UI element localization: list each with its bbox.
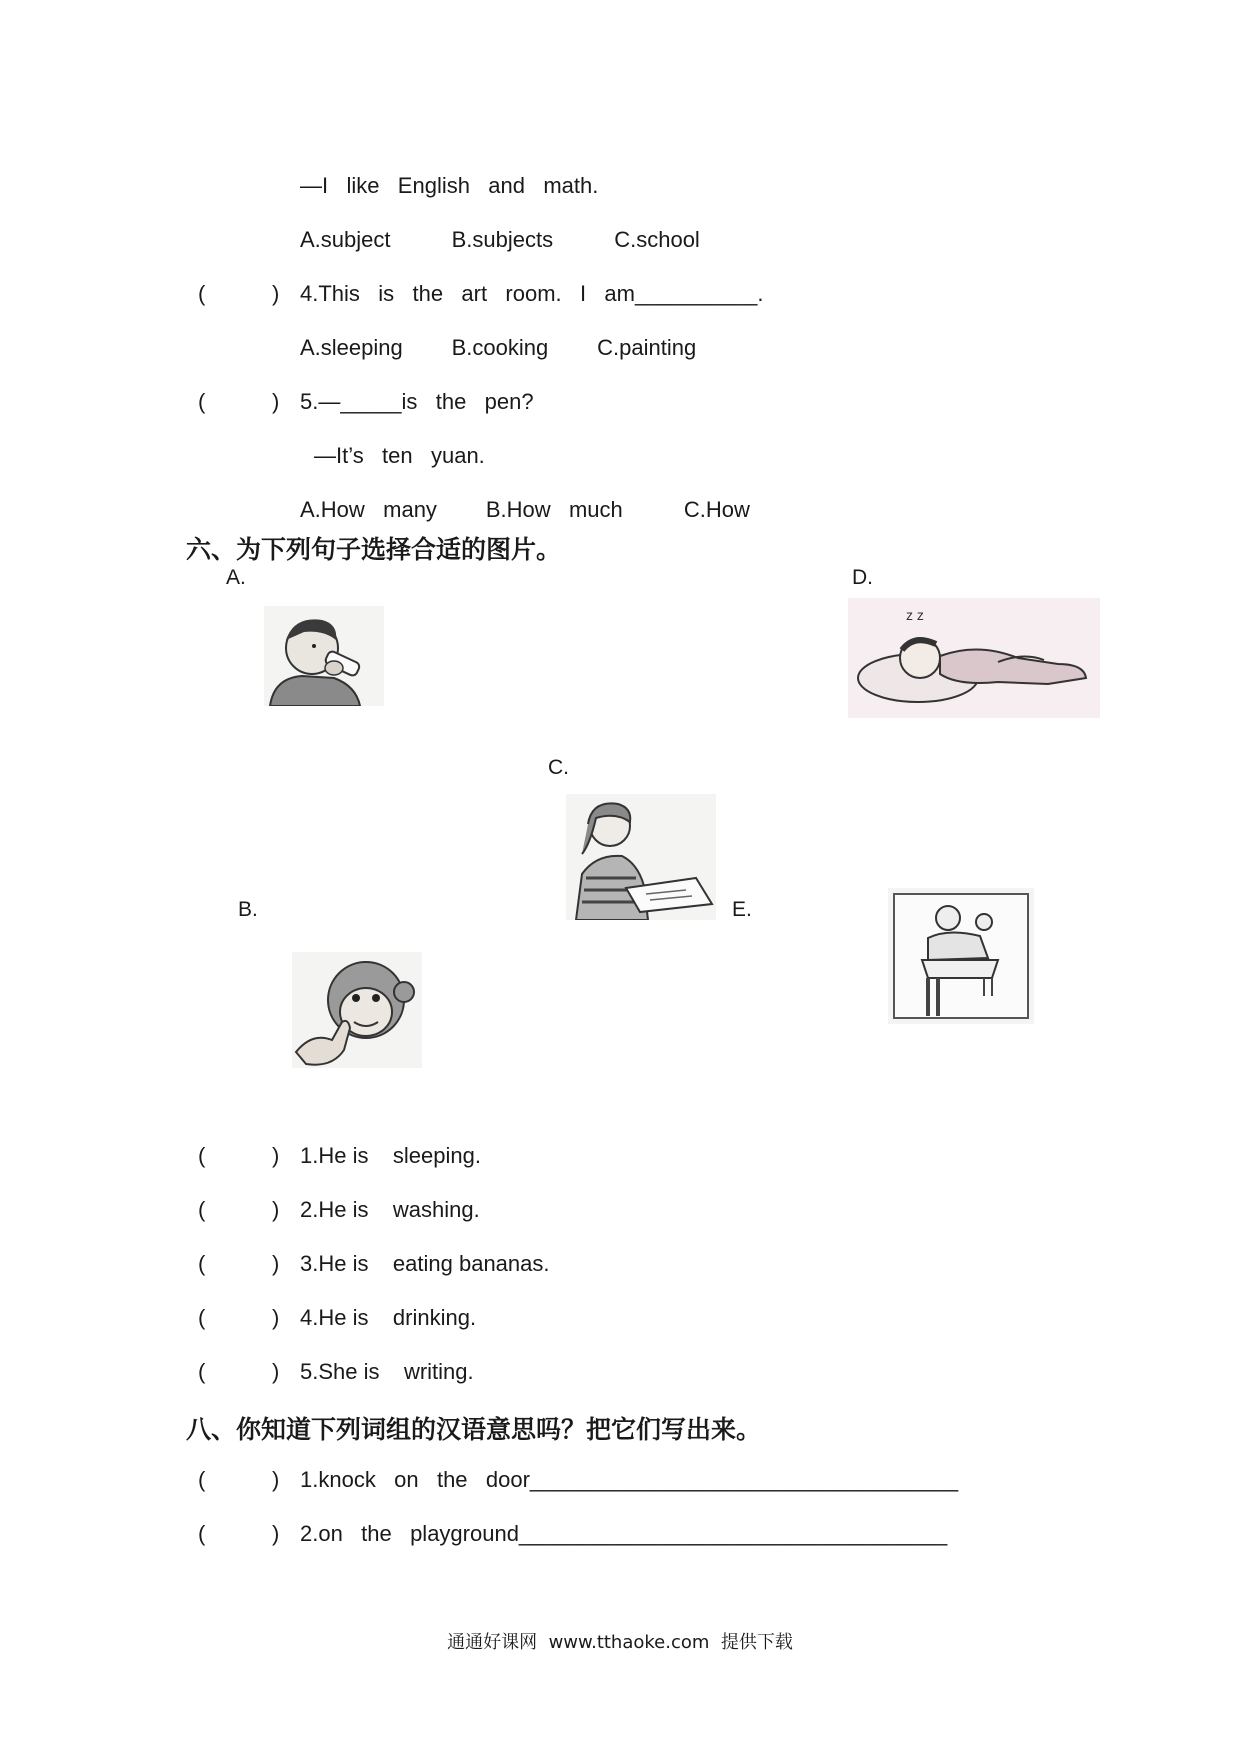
s6-item2-paren-close: ) xyxy=(272,1197,280,1222)
s6-item3-paren-close: ) xyxy=(272,1251,280,1276)
q4-question: 4.This is the art room. I am__________. xyxy=(300,281,764,306)
s6-item4-paren-open: ( xyxy=(198,1305,206,1330)
q3-options: A.subject B.subjects C.school xyxy=(300,227,700,252)
s8-item2-text: 2.on the playground___________________________________ xyxy=(300,1521,948,1546)
s8-item1-paren-open: ( xyxy=(198,1467,206,1492)
s6-item4-paren-close: ) xyxy=(272,1305,280,1330)
q5-answer-line: —It’s ten yuan. xyxy=(314,443,485,468)
q5-question: 5.—_____is the pen? xyxy=(300,389,534,414)
washing-icon xyxy=(888,888,1034,1024)
picture-a-label: A. xyxy=(226,566,246,589)
s6-item1-paren-close: ) xyxy=(272,1143,280,1168)
s8-item1-text: 1.knock on the door___________________________________ xyxy=(300,1467,959,1492)
s6-item5-paren-open: ( xyxy=(198,1359,206,1384)
q3-answer-line: —I like English and math. xyxy=(300,173,599,198)
svg-text:z z: z z xyxy=(906,607,924,623)
monkey-eating-icon xyxy=(292,952,422,1068)
girl-writing-icon xyxy=(566,794,716,920)
picture-e-label: E. xyxy=(732,898,752,921)
q5-answer-paren-close: ) xyxy=(272,389,280,414)
s8-item2-paren-close: ) xyxy=(272,1521,280,1546)
q4-options: A.sleeping B.cooking C.painting xyxy=(300,335,697,360)
s8-item2-paren-open: ( xyxy=(198,1521,206,1546)
s6-item5-paren-close: ) xyxy=(272,1359,280,1384)
picture-b-label: B. xyxy=(238,898,258,921)
s6-item2-paren-open: ( xyxy=(198,1197,206,1222)
boy-sleeping-icon xyxy=(848,598,1100,718)
s6-item1-text: 1.He is sleeping. xyxy=(300,1143,481,1168)
s6-item4-text: 4.He is drinking. xyxy=(300,1305,477,1330)
section6-title: 六、为下列句子选择合适的图片。 xyxy=(186,535,562,564)
q5-answer-paren-open: ( xyxy=(198,389,206,414)
boy-drinking-icon xyxy=(264,606,384,706)
q4-answer-paren-open: ( xyxy=(198,281,206,306)
picture-d-label: D. xyxy=(852,566,873,589)
q4-answer-paren-close: ) xyxy=(272,281,280,306)
section8-title: 八、你知道下列词组的汉语意思吗？把它们写出来。 xyxy=(186,1415,762,1444)
s6-item2-text: 2.He is washing. xyxy=(300,1197,480,1222)
s6-item3-text: 3.He is eating bananas. xyxy=(300,1251,550,1276)
s6-item3-paren-open: ( xyxy=(198,1251,206,1276)
q5-options: A.How many B.How much C.How xyxy=(300,497,750,522)
s6-item1-paren-open: ( xyxy=(198,1143,206,1168)
footer-source: 通通好课网 www.tthaoke.com 提供下载 xyxy=(447,1632,793,1653)
picture-c-label: C. xyxy=(548,756,569,779)
s6-item5-text: 5.She is writing. xyxy=(300,1359,474,1384)
s8-item1-paren-close: ) xyxy=(272,1467,280,1492)
